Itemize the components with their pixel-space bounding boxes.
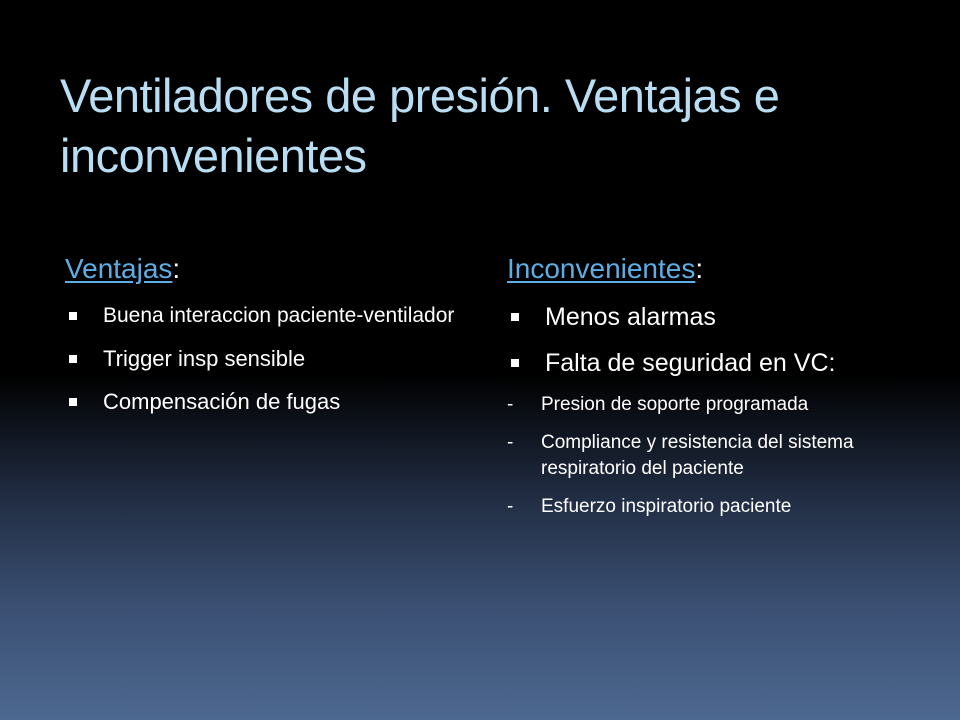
list-item-text: Trigger insp sensible xyxy=(103,346,306,371)
square-bullet-icon xyxy=(69,398,77,406)
dash-bullet-icon: - xyxy=(507,394,514,415)
list-item xyxy=(65,300,465,331)
list-item-text: Buena interaccion paciente-ventilador xyxy=(103,304,455,327)
sub-list-item xyxy=(507,392,927,418)
advantages-heading xyxy=(65,252,465,286)
advantages-link[interactable]: Ventajas xyxy=(65,253,173,284)
disadvantages-heading xyxy=(507,252,927,286)
square-bullet-icon xyxy=(69,312,77,320)
list-item xyxy=(65,386,465,417)
list-item xyxy=(507,300,927,334)
sub-list-item xyxy=(507,494,927,520)
disadvantages-heading-colon: : xyxy=(695,253,704,284)
list-item xyxy=(65,343,465,374)
advantages-list xyxy=(65,300,465,417)
dash-bullet-icon: - xyxy=(507,432,514,453)
list-item xyxy=(507,346,927,380)
list-item-text: Menos alarmas xyxy=(545,303,716,331)
square-bullet-icon xyxy=(511,313,519,321)
vc-subitems-list xyxy=(507,392,927,520)
list-item-text: Compensación de fugas xyxy=(103,389,341,414)
dash-bullet-icon: - xyxy=(507,496,514,517)
advantages-column xyxy=(65,252,465,429)
disadvantages-column xyxy=(507,252,927,532)
sub-list-item xyxy=(507,430,927,482)
advantages-heading-colon: : xyxy=(172,253,181,284)
disadvantages-list xyxy=(507,300,927,380)
sub-list-item-text: Compliance y resistencia del sistema respiratorio del paciente xyxy=(541,432,854,479)
disadvantages-link[interactable]: Inconvenientes xyxy=(507,253,696,284)
slide-title: Ventiladores de presión. Ventajas e inconvenientes xyxy=(60,69,780,182)
square-bullet-icon xyxy=(511,359,519,367)
square-bullet-icon xyxy=(69,355,77,363)
sub-list-item-text: Presion de soporte programada xyxy=(541,394,809,415)
sub-list-item-text: Esfuerzo inspiratorio paciente xyxy=(541,496,792,517)
list-item-text: Falta de seguridad en VC: xyxy=(545,349,836,377)
